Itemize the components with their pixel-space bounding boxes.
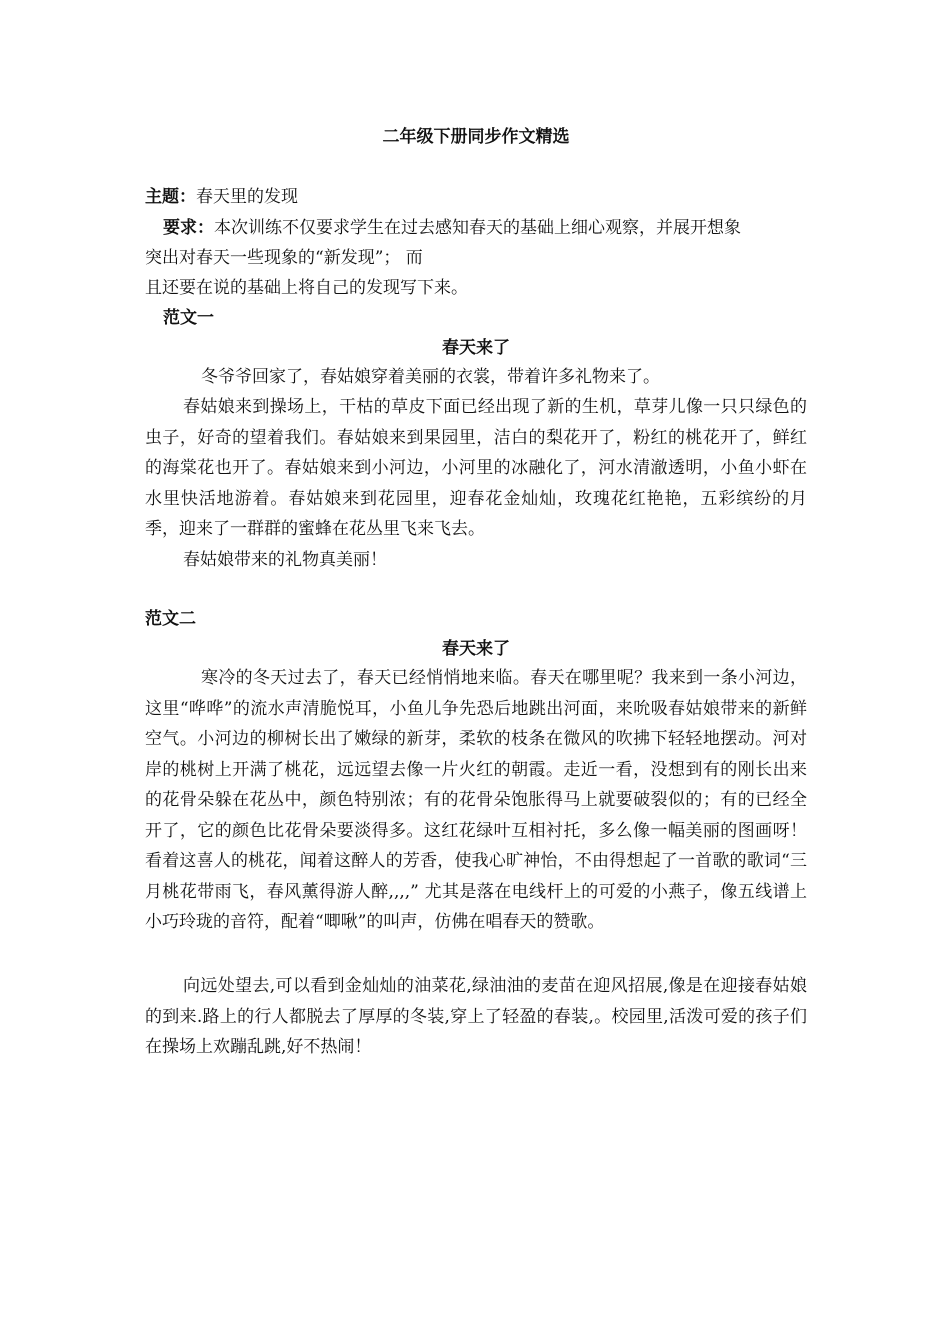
- requirement-block: [145, 213, 807, 303]
- essay2-label: 范文二: [145, 609, 196, 629]
- document-page: [145, 0, 807, 1344]
- essay1-title: 春天来了: [442, 338, 510, 358]
- essay2-paragraph-1: 寒冷的冬天过去了，春天已经悄悄地来临。春天在哪里呢？我来到一条小河边，这里“哗哗”的流水声清脆悦耳，小鱼儿争先恐后地跳出河面，来吮吸春姑娘带来的新鲜空气。小河边的柳树长出了嫩绿的新芽，柔软的枝条在微风的吹拂下轻轻地摆动。河对岸的桃树上开满了桃花，远远望去像一片火红的朝霞。走近一看，没想到有的刚长出来的花骨朵躲在花丛中，颜色特别浓；有的花骨朵饱胀得马上就要破裂似的；有的已经全开了，它的颜色比花骨朵要淡得多。这红花绿叶互相衬托，多么像一幅美丽的图画呀！看着这喜人的桃花，闻着这醉人的芳香，使我心旷神怡，不由得想起了一首歌的歌词“三月桃花带雨飞，春风薰得游人醉,,,,” 尤其是落在电线杆上的可爱的小燕子，像五线谱上小巧玲珑的音符，配着“唧啾”的叫声，仿佛在唱春天的赞歌。: [145, 668, 807, 932]
- topic-label: 主题：: [145, 187, 196, 207]
- essay1-label: 范文一: [163, 308, 214, 328]
- requirement-line-2: 突出对春天一些现象的“新发现”； 而: [145, 248, 423, 268]
- essay2-title: 春天来了: [442, 639, 510, 659]
- essay1-paragraph-1: 冬爷爷回家了，春姑娘穿着美丽的衣裳，带着许多礼物来了。: [201, 367, 660, 387]
- topic-text: 春天里的发现: [196, 187, 298, 207]
- requirement-line-3: 且还要在说的基础上将自己的发现写下来。: [145, 278, 468, 298]
- topic-line: [145, 184, 807, 210]
- requirement-line-1: [145, 213, 807, 243]
- document-title: 二年级下册同步作文精选: [382, 127, 570, 147]
- essay1-paragraph-2: 春姑娘来到操场上，干枯的草皮下面已经出现了新的生机，草芽儿像一只只绿色的虫子，好奇的望着我们。春姑娘来到果园里，洁白的梨花开了，粉红的桃花开了，鲜红的海棠花也开了。春姑娘来到小河边，小河里的冰融化了，河水清澈透明，小鱼小虾在水里快活地游着。春姑娘来到花园里，迎春花金灿灿，玫瑰花红艳艳，五彩缤纷的月季，迎来了一群群的蜜蜂在花丛里飞来飞去。: [145, 397, 807, 539]
- essay2-paragraph-2: 向远处望去,可以看到金灿灿的油菜花,绿油油的麦苗在迎风招展,像是在迎接春姑娘的到来.路上的行人都脱去了厚厚的冬装,穿上了轻盈的春装,。校园里,活泼可爱的孩子们在操场上欢蹦乱跳,好不热闹！: [145, 976, 807, 1057]
- requirement-label: 要求：: [163, 218, 214, 238]
- essay1-paragraph-3: 春姑娘带来的礼物真美丽！: [183, 550, 387, 570]
- requirement-text-1: 本次训练不仅要求学生在过去感知春天的基础上细心观察，并展开想象: [214, 218, 741, 238]
